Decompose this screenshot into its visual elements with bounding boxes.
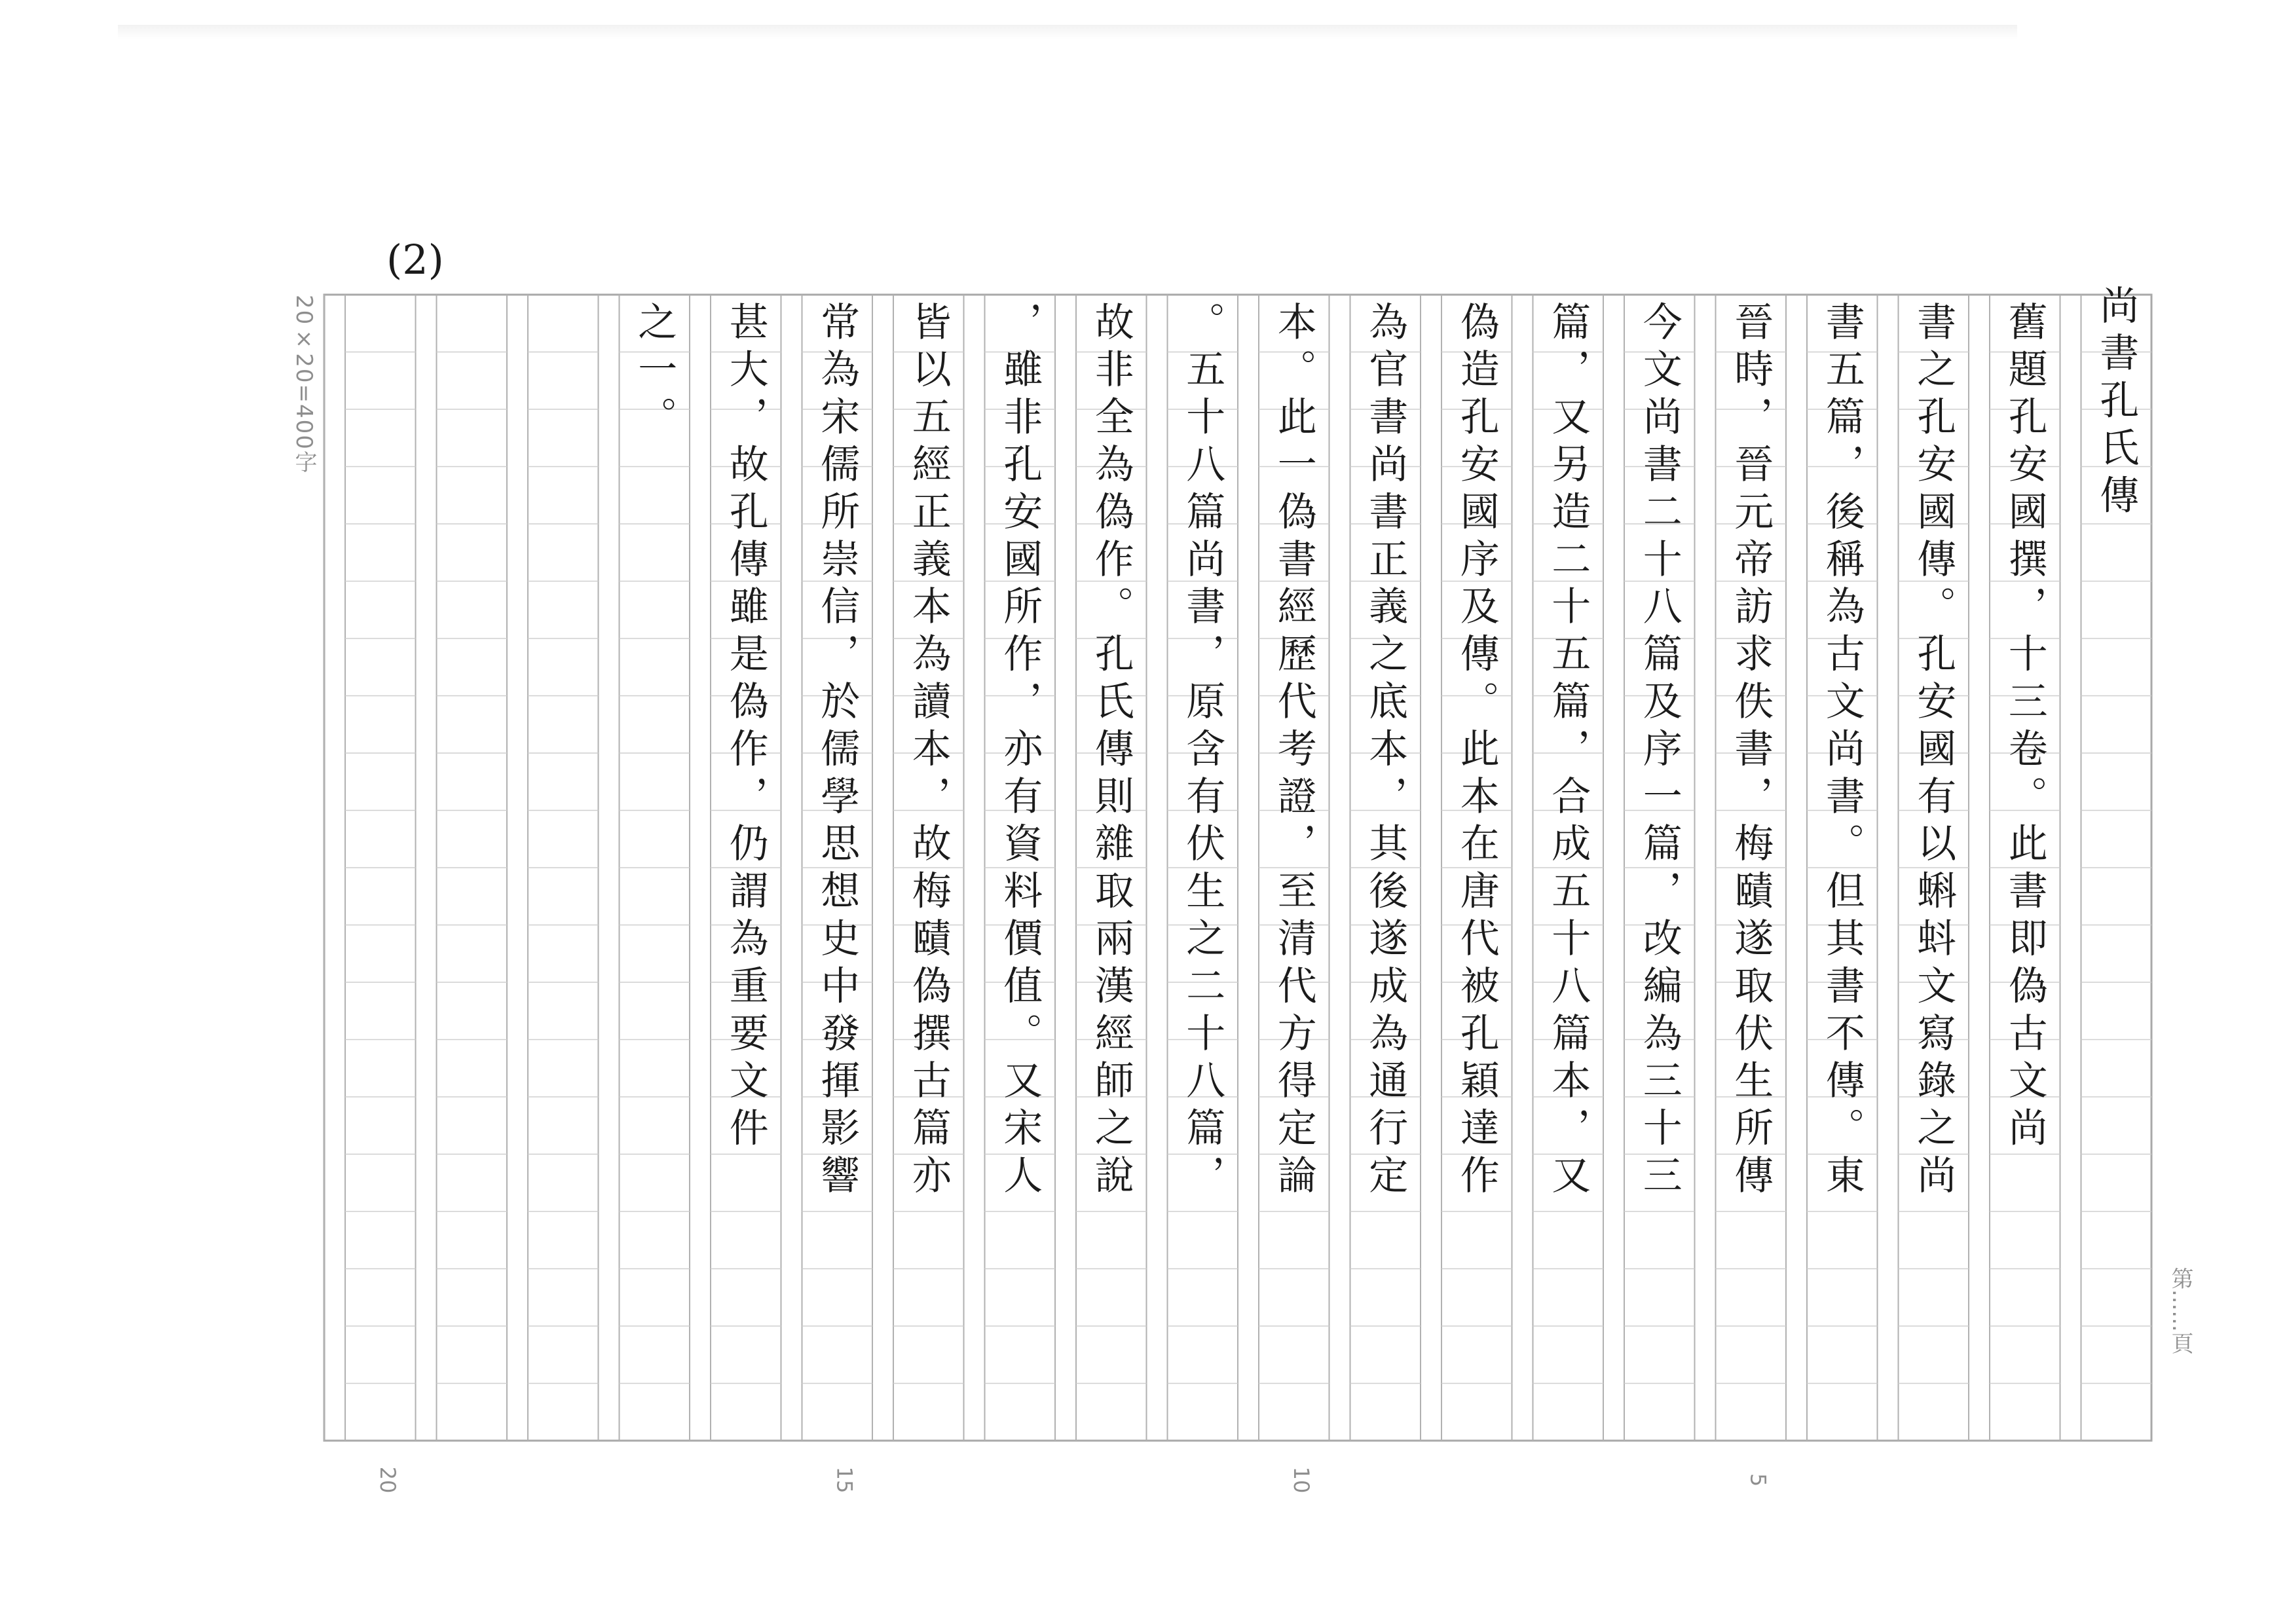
manuscript-column: 故非全為偽作。孔氏傳則雜取兩漢經師之說 (1088, 301, 1134, 1202)
manuscript-column: 書之孔安國傳。孔安國有以蝌蚪文寫錄之尚 (1910, 301, 1957, 1202)
column-markers (375, 1467, 1771, 1494)
manuscript-column: 尚書孔氏傳 (2093, 285, 2140, 522)
sheet-number-mark: (2) (386, 236, 444, 284)
manuscript-column: 書五篇，後稱為古文尚書。但其書不傳。東 (1819, 301, 1865, 1202)
grid-lines (324, 295, 2151, 1441)
column-marker: 20 (375, 1466, 400, 1494)
column-marker: 10 (1288, 1466, 1314, 1494)
manuscript-grid-spec: 20×20=400字 (291, 295, 317, 474)
manuscript-column: 今文尚書二十八篇及序一篇，改編為三十三 (1636, 301, 1683, 1202)
manuscript-column: 晉時，晉元帝訪求佚書，梅賾遂取伏生所傳 (1728, 301, 1774, 1202)
manuscript-column: 篇，又另造二十五篇，合成五十八篇本，又 (1545, 301, 1591, 1202)
manuscript-column: 之一。 (631, 301, 678, 444)
manuscript-column: 舊題孔安國撰，十三卷。此書即偽古文尚 (2001, 301, 2048, 1155)
manuscript-column: 甚大，故孔傳雖是偽作，仍謂為重要文件 (722, 301, 769, 1155)
manuscript-column: 為官書尚書正義之底本，其後遂成為通行定 (1362, 301, 1409, 1202)
manuscript-column: 本。此一偽書經歷代考證，至清代方得定論 (1271, 301, 1317, 1202)
column-marker: 5 (1745, 1473, 1771, 1487)
manuscript-column: 常為宋儒所崇信，於儒學思想史中發揮影響 (814, 301, 861, 1202)
page-number-label: 第......頁 (2167, 1267, 2193, 1354)
manuscript-column: 偽造孔安國序及傳。此本在唐代被孔穎達作 (1453, 301, 1500, 1202)
manuscript-column: 皆以五經正義本為讀本，故梅賾偽撰古篇亦 (905, 301, 952, 1202)
manuscript-column: 。五十八篇尚書，原含有伏生之二十八篇， (1180, 301, 1226, 1202)
manuscript-column: ，雖非孔安國所作，亦有資料價值。又宋人 (997, 301, 1043, 1202)
column-marker: 15 (832, 1466, 857, 1494)
